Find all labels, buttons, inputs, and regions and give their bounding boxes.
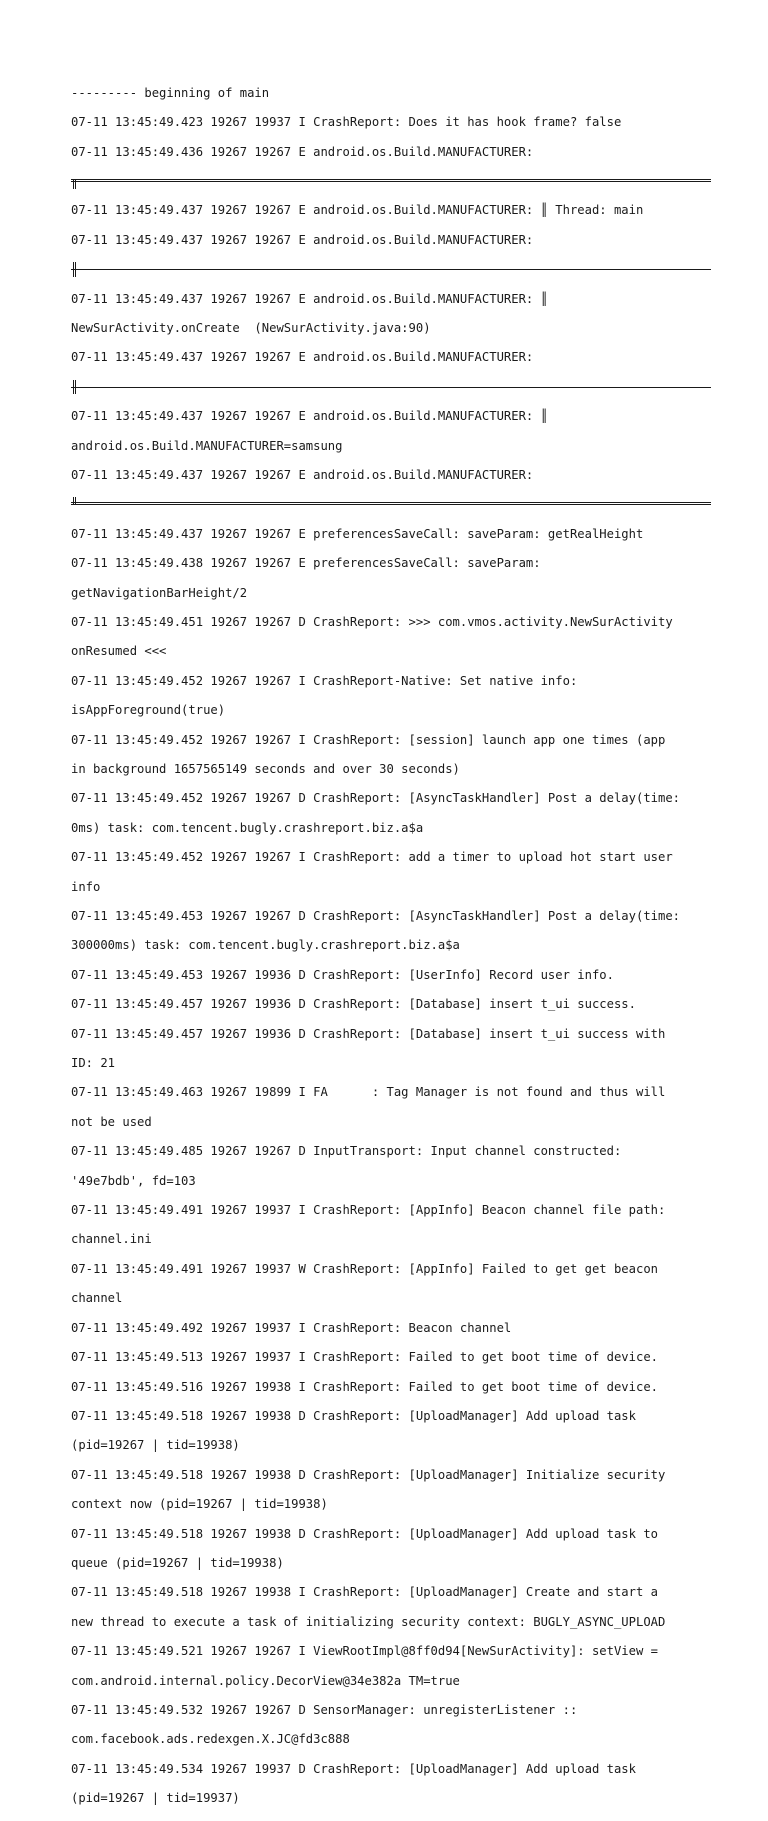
log-line: 07-11 13:45:49.453 19267 19267 D CrashReport: [AsyncTaskHandler] Post a delay(time: [71,909,681,924]
log-line: 07-11 13:45:49.513 19267 19937 I CrashReport: Failed to get boot time of device. [71,1350,658,1365]
box-divider [71,262,711,277]
log-line: 07-11 13:45:49.438 19267 19267 E preferencesSaveCall: saveParam: [71,556,541,571]
log-line: 07-11 13:45:49.518 19267 19938 D CrashReport: [UploadManager] Add upload task to [71,1526,658,1541]
log-line: not be used [71,1114,152,1129]
log-line: 07-11 13:45:49.437 19267 19267 E android.os.Build.MANUFACTURER: [71,467,534,482]
log-line: context now (pid=19267 | tid=19938) [71,1497,328,1512]
log-line: (pid=19267 | tid=19938) [71,1438,240,1453]
log-document [71,71,711,1821]
log-line: 07-11 13:45:49.451 19267 19267 D CrashReport: >>> com.vmos.activity.NewSurActivity [71,614,673,629]
log-line: 07-11 13:45:49.452 19267 19267 I CrashReport: add a timer to upload hot start user [71,850,673,865]
log-line: in background 1657565149 seconds and over 30 seconds) [71,761,460,776]
log-line: 07-11 13:45:49.521 19267 19267 I ViewRootImpl@8ff0d94[NewSurActivity]: setView = [71,1644,658,1659]
log-line: 07-11 13:45:49.534 19267 19937 D CrashReport: [UploadManager] Add upload task [71,1761,636,1776]
log-line: 07-11 13:45:49.452 19267 19267 I CrashReport: [session] launch app one times (app [71,732,666,747]
log-line: 07-11 13:45:49.437 19267 19267 E preferencesSaveCall: saveParam: getRealHeight [71,526,644,541]
box-border-bottom [71,497,711,512]
log-line: channel [71,1291,123,1306]
log-line: new thread to execute a task of initializing security context: BUGLY_ASYNC_UPLOAD [71,1614,666,1629]
log-line: 07-11 13:45:49.463 19267 19899 I FA : Tag Manager is not found and thus will [71,1085,666,1100]
log-line: 07-11 13:45:49.436 19267 19267 E android.os.Build.MANUFACTURER: [71,144,534,159]
log-line: 07-11 13:45:49.452 19267 19267 D CrashReport: [AsyncTaskHandler] Post a delay(time: [71,791,681,806]
log-line: 07-11 13:45:49.457 19267 19936 D CrashReport: [Database] insert t_ui success with [71,1026,666,1041]
log-line: 07-11 13:45:49.437 19267 19267 E android.os.Build.MANUFACTURER: ║ Thread: main [71,203,644,218]
log-line: 07-11 13:45:49.437 19267 19267 E android.os.Build.MANUFACTURER: [71,232,534,247]
box-border-top [71,174,711,189]
log-line: 07-11 13:45:49.457 19267 19936 D CrashReport: [Database] insert t_ui success. [71,997,636,1012]
log-line: com.android.internal.policy.DecorView@34e382a TM=true [71,1673,460,1688]
log-header: --------- beginning of main [71,85,270,100]
box-divider [71,380,711,395]
log-line: isAppForeground(true) [71,703,226,718]
log-line: 07-11 13:45:49.437 19267 19267 E android.os.Build.MANUFACTURER: ║ [71,291,548,306]
log-line: com.facebook.ads.redexgen.X.JC@fd3c888 [71,1732,350,1747]
log-line: 07-11 13:45:49.453 19267 19936 D CrashReport: [UserInfo] Record user info. [71,967,614,982]
log-line: android.os.Build.MANUFACTURER=samsung [71,438,343,453]
log-line: 07-11 13:45:49.437 19267 19267 E android.os.Build.MANUFACTURER: ║ [71,409,548,424]
log-line: 07-11 13:45:49.437 19267 19267 E android.os.Build.MANUFACTURER: [71,350,534,365]
log-line: 07-11 13:45:49.485 19267 19267 D InputTransport: Input channel constructed: [71,1144,622,1159]
log-line: info [71,879,101,894]
log-line: 07-11 13:45:49.452 19267 19267 I CrashReport-Native: Set native info: [71,673,578,688]
log-line: NewSurActivity.onCreate (NewSurActivity.java:90) [71,320,431,335]
log-line: 07-11 13:45:49.423 19267 19937 I CrashReport: Does it has hook frame? false [71,115,622,130]
log-line: 07-11 13:45:49.518 19267 19938 D CrashReport: [UploadManager] Initialize security [71,1467,666,1482]
log-line: ID: 21 [71,1056,116,1071]
log-line: 07-11 13:45:49.516 19267 19938 I CrashReport: Failed to get boot time of device. [71,1379,658,1394]
log-line: 0ms) task: com.tencent.bugly.crashreport.biz.a$a [71,820,424,835]
log-line: (pid=19267 | tid=19937) [71,1791,240,1806]
log-line: getNavigationBarHeight/2 [71,585,248,600]
log-line: queue (pid=19267 | tid=19938) [71,1555,284,1570]
log-line: 07-11 13:45:49.492 19267 19937 I CrashReport: Beacon channel [71,1320,512,1335]
log-line: 07-11 13:45:49.518 19267 19938 D CrashReport: [UploadManager] Add upload task [71,1408,636,1423]
log-line: 07-11 13:45:49.518 19267 19938 I CrashReport: [UploadManager] Create and start a [71,1585,658,1600]
log-line: onResumed <<< [71,644,167,659]
log-line: 300000ms) task: com.tencent.bugly.crashreport.biz.a$a [71,938,460,953]
log-line: channel.ini [71,1232,152,1247]
log-line: 07-11 13:45:49.491 19267 19937 W CrashReport: [AppInfo] Failed to get get beacon [71,1261,658,1276]
log-line: 07-11 13:45:49.532 19267 19267 D SensorManager: unregisterListener :: [71,1702,578,1717]
log-line: '49e7bdb', fd=103 [71,1173,196,1188]
log-line: 07-11 13:45:49.491 19267 19937 I CrashReport: [AppInfo] Beacon channel file path: [71,1203,666,1218]
